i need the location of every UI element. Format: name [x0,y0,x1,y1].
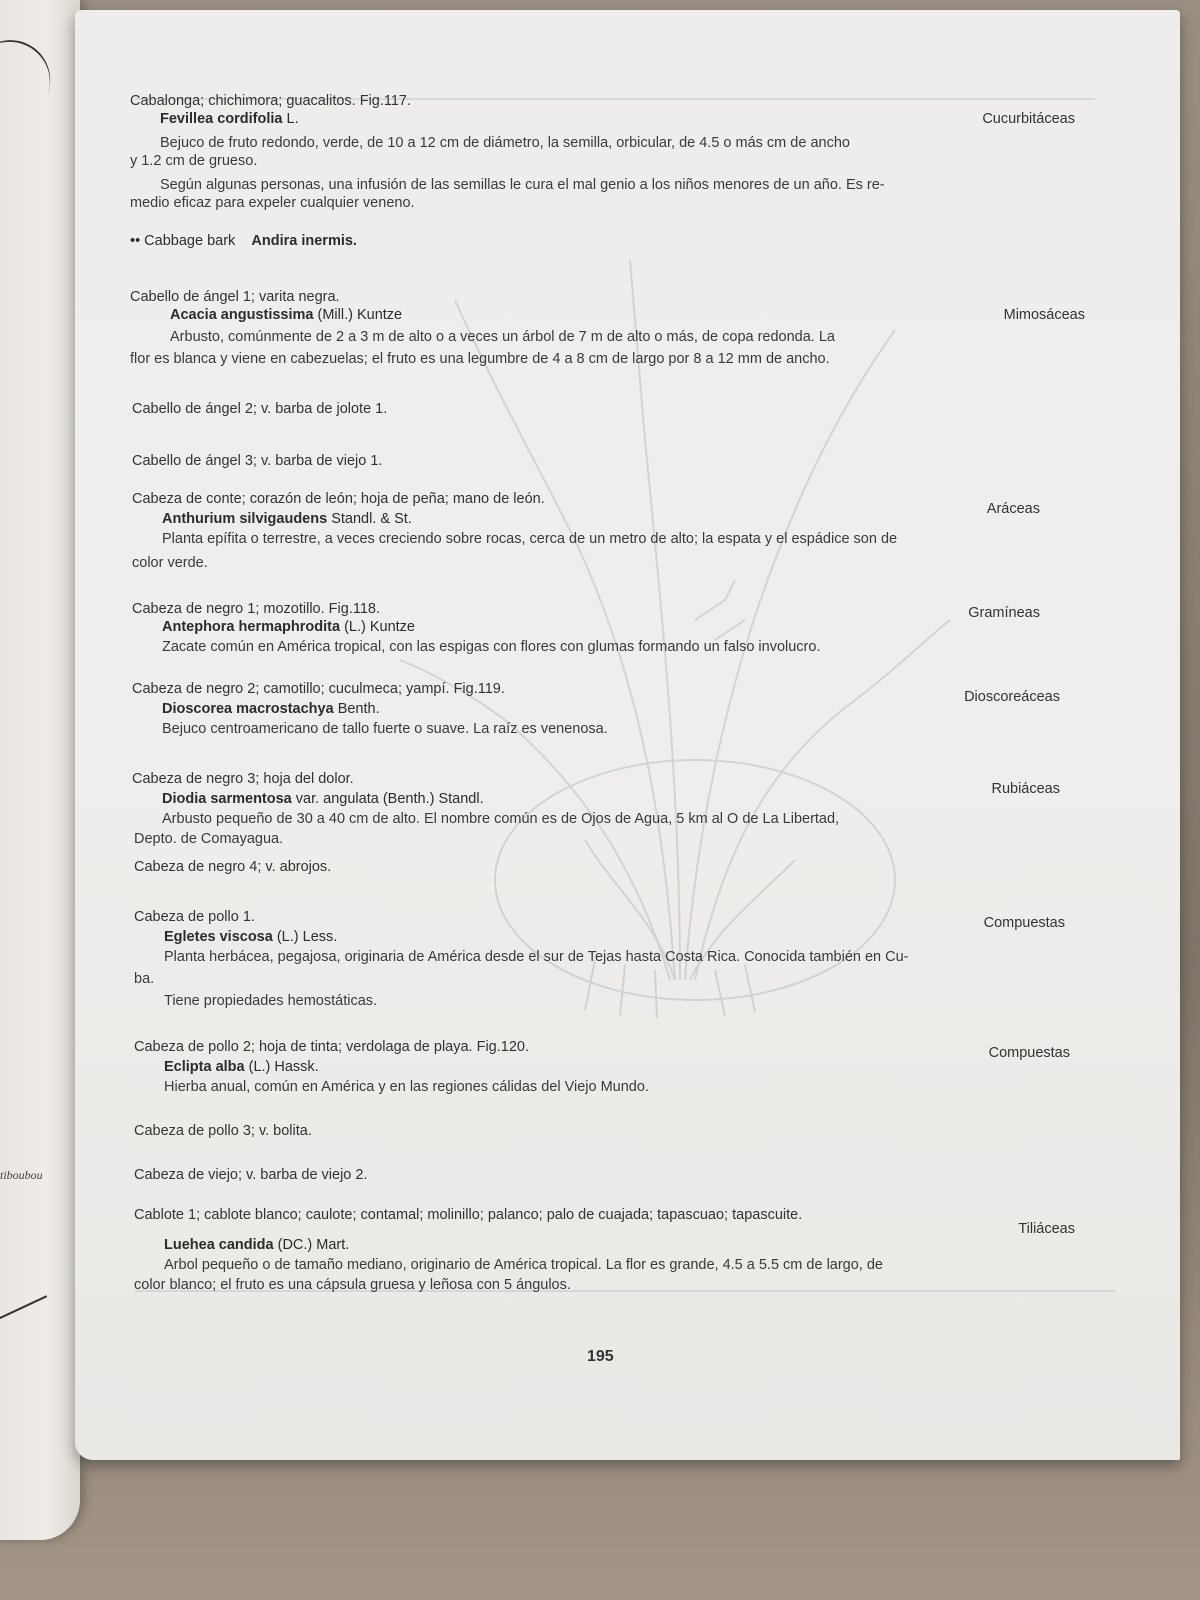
entry-family: Compuestas [988,1045,1070,1061]
entry-description-line: Tiene propiedades hemostáticas. [164,993,378,1009]
entry-description-line: Arbol pequeño o de tamaño mediano, originario de América tropical. La flor es grande, 4.5 a 5.5 cm de largo, de [164,1257,883,1273]
entry-scientific-name: Dioscorea macrostachya Benth. [162,701,380,717]
entry-description-line: medio eficaz para expeler cualquier veneno. [130,195,415,211]
entry-family: Aráceas [986,501,1040,517]
entry-family: Compuestas [983,915,1065,931]
entry-description-line: color verde. [132,555,208,571]
entry-common-name: Cabeza de pollo 1. [134,909,255,925]
entry-scientific-name: Acacia angustissima (Mill.) Kuntze [170,307,403,323]
left-page-drawing-line [0,27,64,135]
entry-description-line: Arbusto, comúnmente de 2 a 3 m de alto o a veces un árbol de 7 m de alto o más, de copa redonda. La [170,329,835,345]
entry-description-line: color blanco; el fruto es una cápsula gruesa y leñosa con 5 ángulos. [134,1277,571,1293]
left-page-drawing-line [0,1295,47,1326]
entry-description-line: Bejuco de fruto redondo, verde, de 10 a 12 cm de diámetro, la semilla, orbicular, de 4.5 o más cm de ancho [160,135,850,151]
entry-common-name: Cabello de ángel 1; varita negra. [130,289,340,305]
entry-family: Mimosáceas [1003,307,1085,323]
entry-description-line: Zacate común en América tropical, con las espigas con flores con glumas formando un falso involucro. [162,639,821,655]
entry-scientific-name: Anthurium silvigaudens Standl. & St. [162,511,412,527]
entry-scientific-name: Egletes viscosa (L.) Less. [164,929,338,945]
entry-family: Dioscoreáceas [964,689,1060,705]
page-number: 195 [587,1348,614,1365]
entry-scientific-name: Luehea candida (DC.) Mart. [164,1237,350,1253]
entry-description-line: Planta herbácea, pegajosa, originaria de América desde el sur de Tejas hasta Costa Rica. Conocida también en Cu- [164,949,909,965]
left-page-edge [0,0,80,1540]
entry-cross-reference: Cabeza de viejo; v. barba de viejo 2. [134,1167,368,1183]
entry-common-name: Cabeza de negro 1; mozotillo. Fig.118. [132,601,380,617]
entry-cross-reference: •• Cabbage bark Andira inermis. [130,233,357,249]
entry-description-line: Según algunas personas, una infusión de las semillas le cura el mal genio a los niños menores de un año. Es re- [160,177,885,193]
entry-description-line: Hierba anual, común en América y en las regiones cálidas del Viejo Mundo. [164,1079,649,1095]
left-page-text: tiboubou [0,1168,43,1182]
entry-cross-reference: Cabeza de pollo 3; v. bolita. [134,1123,312,1139]
entry-description-line: Arbusto pequeño de 30 a 40 cm de alto. El nombre común es de Ojos de Agua, 5 km al O de La Libertad, [162,811,840,827]
entry-common-name: Cabeza de conte; corazón de león; hoja de peña; mano de león. [132,491,545,507]
entry-scientific-name: Diodia sarmentosa var. angulata (Benth.) Standl. [162,791,484,807]
entry-description-line: y 1.2 cm de grueso. [130,153,258,169]
entry-family: Gramíneas [968,605,1040,621]
entry-scientific-name: Antephora hermaphrodita (L.) Kuntze [162,619,415,635]
entry-scientific-name: Fevillea cordifolia L. [160,111,299,127]
entry-family: Rubiáceas [991,781,1060,797]
entry-description-line: Bejuco centroamericano de tallo fuerte o suave. La raíz es venenosa. [162,721,608,737]
entry-common-name: Cablote 1; cablote blanco; caulote; contamal; molinillo; palanco; palo de cuajada; tapascuao; tapascuite. [134,1207,803,1223]
entry-common-name: Cabeza de negro 2; camotillo; cuculmeca; yampí. Fig.119. [132,681,505,697]
entry-common-name: Cabalonga; chichimora; guacalitos. Fig.117. [130,93,412,109]
entry-common-name: Cabeza de pollo 2; hoja de tinta; verdolaga de playa. Fig.120. [134,1039,529,1055]
entry-cross-reference: Cabello de ángel 2; v. barba de jolote 1. [132,401,388,417]
entry-description-line: Planta epífita o terrestre, a veces creciendo sobre rocas, cerca de un metro de alto; la espata y el espádice son de [162,531,898,547]
entry-cross-reference: Cabello de ángel 3; v. barba de viejo 1. [132,453,383,469]
entry-family: Tiliáceas [1018,1221,1075,1237]
entry-cross-reference: Cabeza de negro 4; v. abrojos. [134,859,332,875]
entry-description-line: Depto. de Comayagua. [134,831,284,847]
entry-description-line: flor es blanca y viene en cabezuelas; el fruto es una legumbre de 4 a 8 cm de largo por 8 a 12 mm de ancho. [130,351,830,367]
entry-family: Cucurbitáceas [982,111,1075,127]
book-page [75,10,1180,1460]
entry-scientific-name: Eclipta alba (L.) Hassk. [164,1059,319,1075]
entry-common-name: Cabeza de negro 3; hoja del dolor. [132,771,354,787]
entry-description-line: ba. [134,971,155,987]
